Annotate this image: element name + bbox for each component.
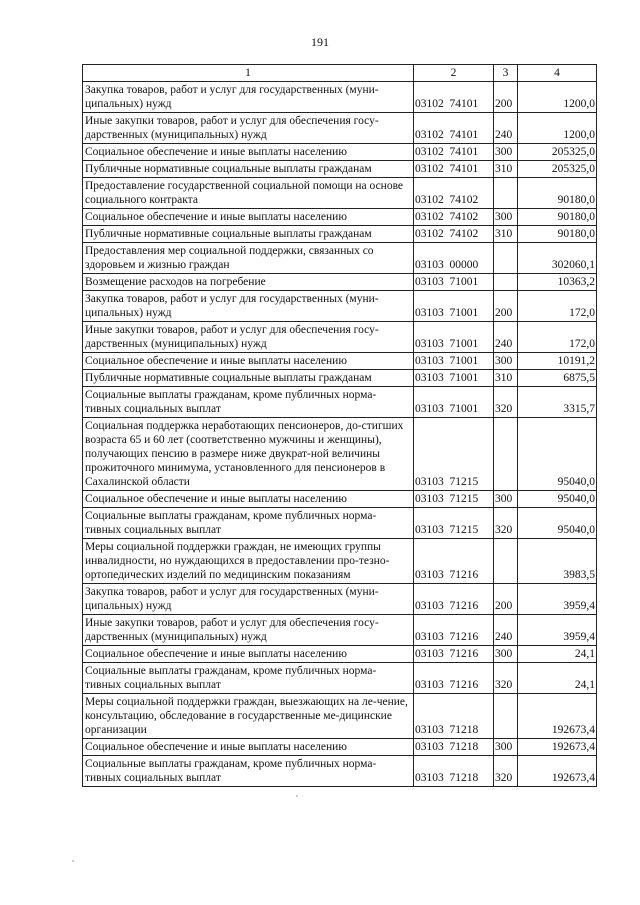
row-type-cell: 300 bbox=[494, 353, 518, 370]
row-type-cell: 320 bbox=[494, 387, 518, 418]
table-row bbox=[83, 161, 597, 178]
row-name-cell: Иные закупки товаров, работ и услуг для обеспечения госу-дарственных (муниципальных) нужд bbox=[83, 615, 414, 646]
row-amount-cell: 90180,0 bbox=[518, 209, 597, 226]
table-row bbox=[83, 646, 597, 663]
table-row bbox=[83, 209, 597, 226]
row-type-cell: 310 bbox=[494, 161, 518, 178]
row-name-cell: Публичные нормативные социальные выплаты гражданам bbox=[83, 161, 414, 178]
row-amount-cell: 95040,0 bbox=[518, 508, 597, 539]
row-name-cell: Иные закупки товаров, работ и услуг для обеспечения госу-дарственных (муниципальных) нужд bbox=[83, 113, 414, 144]
row-code-cell: 03103 71001 bbox=[414, 291, 494, 322]
row-code-cell: 03102 74102 bbox=[414, 209, 494, 226]
row-name-cell: Возмещение расходов на погребение bbox=[83, 274, 414, 291]
row-code-cell: 03103 71001 bbox=[414, 370, 494, 387]
row-type-cell: 300 bbox=[494, 646, 518, 663]
row-name-cell: Социальные выплаты гражданам, кроме публичных норма-тивных социальных выплат bbox=[83, 387, 414, 418]
row-name-cell: Публичные нормативные социальные выплаты гражданам bbox=[83, 370, 414, 387]
row-code-cell: 03103 71216 bbox=[414, 646, 494, 663]
table-row bbox=[83, 491, 597, 508]
row-type-cell bbox=[494, 274, 518, 291]
row-name-cell: Социальные выплаты гражданам, кроме публичных норма-тивных социальных выплат bbox=[83, 663, 414, 694]
row-amount-cell: 10363,2 bbox=[518, 274, 597, 291]
row-amount-cell: 192673,4 bbox=[518, 756, 597, 787]
table-row bbox=[83, 739, 597, 756]
row-amount-cell: 302060,1 bbox=[518, 243, 597, 274]
table-row bbox=[83, 113, 597, 144]
row-name-cell: Закупка товаров, работ и услуг для государственных (муни-ципальных) нужд bbox=[83, 82, 414, 113]
row-code-cell: 03103 71216 bbox=[414, 663, 494, 694]
row-code-cell: 03103 71218 bbox=[414, 739, 494, 756]
row-name-cell: Социальное обеспечение и иные выплаты населению bbox=[83, 353, 414, 370]
row-code-cell: 03103 71218 bbox=[414, 756, 494, 787]
row-code-cell: 03102 74102 bbox=[414, 178, 494, 209]
row-name-cell: Меры социальной поддержки граждан, выезжающих на ле-чение, консультацию, обследование в государственные ме-дицинские организации bbox=[83, 694, 414, 739]
row-amount-cell: 1200,0 bbox=[518, 82, 597, 113]
row-name-cell: Социальное обеспечение и иные выплаты населению bbox=[83, 491, 414, 508]
row-name-cell: Предоставление государственной социальной помощи на основе социального контракта bbox=[83, 178, 414, 209]
row-name-cell: Социальное обеспечение и иные выплаты населению bbox=[83, 209, 414, 226]
row-name-cell: Социальное обеспечение и иные выплаты населению bbox=[83, 739, 414, 756]
row-amount-cell: 90180,0 bbox=[518, 226, 597, 243]
row-type-cell: 240 bbox=[494, 113, 518, 144]
row-type-cell: 240 bbox=[494, 322, 518, 353]
table-row bbox=[83, 508, 597, 539]
row-code-cell: 03103 00000 bbox=[414, 243, 494, 274]
row-type-cell: 320 bbox=[494, 508, 518, 539]
row-type-cell: 200 bbox=[494, 291, 518, 322]
column-header-3: 3 bbox=[494, 65, 518, 82]
row-code-cell: 03102 74101 bbox=[414, 82, 494, 113]
row-amount-cell: 3983,5 bbox=[518, 539, 597, 584]
row-name-cell: Предоставления мер социальной поддержки, связанных со здоровьем и жизнью граждан bbox=[83, 243, 414, 274]
row-code-cell: 03103 71001 bbox=[414, 274, 494, 291]
row-amount-cell: 95040,0 bbox=[518, 491, 597, 508]
row-type-cell: 300 bbox=[494, 209, 518, 226]
row-amount-cell: 172,0 bbox=[518, 322, 597, 353]
row-name-cell: Закупка товаров, работ и услуг для государственных (муни-ципальных) нужд bbox=[83, 584, 414, 615]
row-amount-cell: 24,1 bbox=[518, 663, 597, 694]
scan-speck bbox=[296, 795, 298, 797]
column-header-4: 4 bbox=[518, 65, 597, 82]
row-code-cell: 03102 74102 bbox=[414, 226, 494, 243]
row-code-cell: 03103 71215 bbox=[414, 418, 494, 491]
row-code-cell: 03103 71001 bbox=[414, 322, 494, 353]
row-type-cell bbox=[494, 694, 518, 739]
row-amount-cell: 192673,4 bbox=[518, 694, 597, 739]
table-row bbox=[83, 291, 597, 322]
row-type-cell: 310 bbox=[494, 370, 518, 387]
row-code-cell: 03103 71215 bbox=[414, 508, 494, 539]
row-amount-cell: 192673,4 bbox=[518, 739, 597, 756]
row-amount-cell: 3959,4 bbox=[518, 584, 597, 615]
table-row bbox=[83, 615, 597, 646]
column-header-1: 1 bbox=[83, 65, 414, 82]
row-name-cell: Закупка товаров, работ и услуг для государственных (муни-ципальных) нужд bbox=[83, 291, 414, 322]
row-code-cell: 03103 71216 bbox=[414, 615, 494, 646]
page-number: 191 bbox=[311, 35, 329, 49]
row-amount-cell: 3959,4 bbox=[518, 615, 597, 646]
row-name-cell: Социальные выплаты гражданам, кроме публичных норма-тивных социальных выплат bbox=[83, 508, 414, 539]
table-row bbox=[83, 418, 597, 491]
column-header-2: 2 bbox=[414, 65, 494, 82]
row-type-cell: 310 bbox=[494, 226, 518, 243]
table-row bbox=[83, 387, 597, 418]
row-type-cell: 300 bbox=[494, 739, 518, 756]
row-code-cell: 03103 71215 bbox=[414, 491, 494, 508]
row-amount-cell: 10191,2 bbox=[518, 353, 597, 370]
row-type-cell: 320 bbox=[494, 756, 518, 787]
row-code-cell: 03103 71001 bbox=[414, 387, 494, 418]
row-amount-cell: 6875,5 bbox=[518, 370, 597, 387]
row-type-cell bbox=[494, 418, 518, 491]
row-code-cell: 03103 71216 bbox=[414, 539, 494, 584]
table-row bbox=[83, 694, 597, 739]
row-name-cell: Иные закупки товаров, работ и услуг для обеспечения госу-дарственных (муниципальных) нужд bbox=[83, 322, 414, 353]
row-name-cell: Меры социальной поддержки граждан, не имеющих группы инвалидности, но нуждающихся в предоставлении про-тезно-ортопедических изделий по медицинским показаниям bbox=[83, 539, 414, 584]
row-amount-cell: 205325,0 bbox=[518, 144, 597, 161]
row-code-cell: 03103 71218 bbox=[414, 694, 494, 739]
table-row bbox=[83, 243, 597, 274]
row-type-cell: 200 bbox=[494, 82, 518, 113]
row-code-cell: 03103 71216 bbox=[414, 584, 494, 615]
row-amount-cell: 95040,0 bbox=[518, 418, 597, 491]
row-type-cell: 300 bbox=[494, 144, 518, 161]
row-name-cell: Социальное обеспечение и иные выплаты населению bbox=[83, 646, 414, 663]
row-amount-cell: 24,1 bbox=[518, 646, 597, 663]
scan-speck bbox=[72, 860, 74, 862]
table-row bbox=[83, 274, 597, 291]
table-row bbox=[83, 82, 597, 113]
table-row bbox=[83, 756, 597, 787]
table-body bbox=[83, 82, 597, 787]
row-code-cell: 03102 74101 bbox=[414, 161, 494, 178]
row-code-cell: 03102 74101 bbox=[414, 144, 494, 161]
table-row bbox=[83, 370, 597, 387]
table-row bbox=[83, 322, 597, 353]
table-row bbox=[83, 584, 597, 615]
table-row bbox=[83, 178, 597, 209]
table-row bbox=[83, 663, 597, 694]
row-code-cell: 03103 71001 bbox=[414, 353, 494, 370]
table-row bbox=[83, 539, 597, 584]
row-code-cell: 03102 74101 bbox=[414, 113, 494, 144]
row-type-cell bbox=[494, 178, 518, 209]
row-amount-cell: 3315,7 bbox=[518, 387, 597, 418]
row-type-cell: 240 bbox=[494, 615, 518, 646]
row-name-cell: Публичные нормативные социальные выплаты гражданам bbox=[83, 226, 414, 243]
row-type-cell: 300 bbox=[494, 491, 518, 508]
row-type-cell: 320 bbox=[494, 663, 518, 694]
budget-table bbox=[82, 64, 597, 787]
row-amount-cell: 205325,0 bbox=[518, 161, 597, 178]
row-amount-cell: 1200,0 bbox=[518, 113, 597, 144]
row-type-cell: 200 bbox=[494, 584, 518, 615]
table-row bbox=[83, 226, 597, 243]
row-name-cell: Социальные выплаты гражданам, кроме публичных норма-тивных социальных выплат bbox=[83, 756, 414, 787]
row-type-cell bbox=[494, 243, 518, 274]
table-header-row bbox=[83, 65, 597, 82]
row-name-cell: Социальная поддержка неработающих пенсионеров, до-стигших возраста 65 и 60 лет (соответственно мужчины и женщины), получающих пенсию в размере ниже двукрат-ной величины прожиточного минимума, установленного для пенсионеров в Сахалинской области bbox=[83, 418, 414, 491]
table-row bbox=[83, 144, 597, 161]
row-type-cell bbox=[494, 539, 518, 584]
table-row bbox=[83, 353, 597, 370]
row-amount-cell: 90180,0 bbox=[518, 178, 597, 209]
row-name-cell: Социальное обеспечение и иные выплаты населению bbox=[83, 144, 414, 161]
row-amount-cell: 172,0 bbox=[518, 291, 597, 322]
